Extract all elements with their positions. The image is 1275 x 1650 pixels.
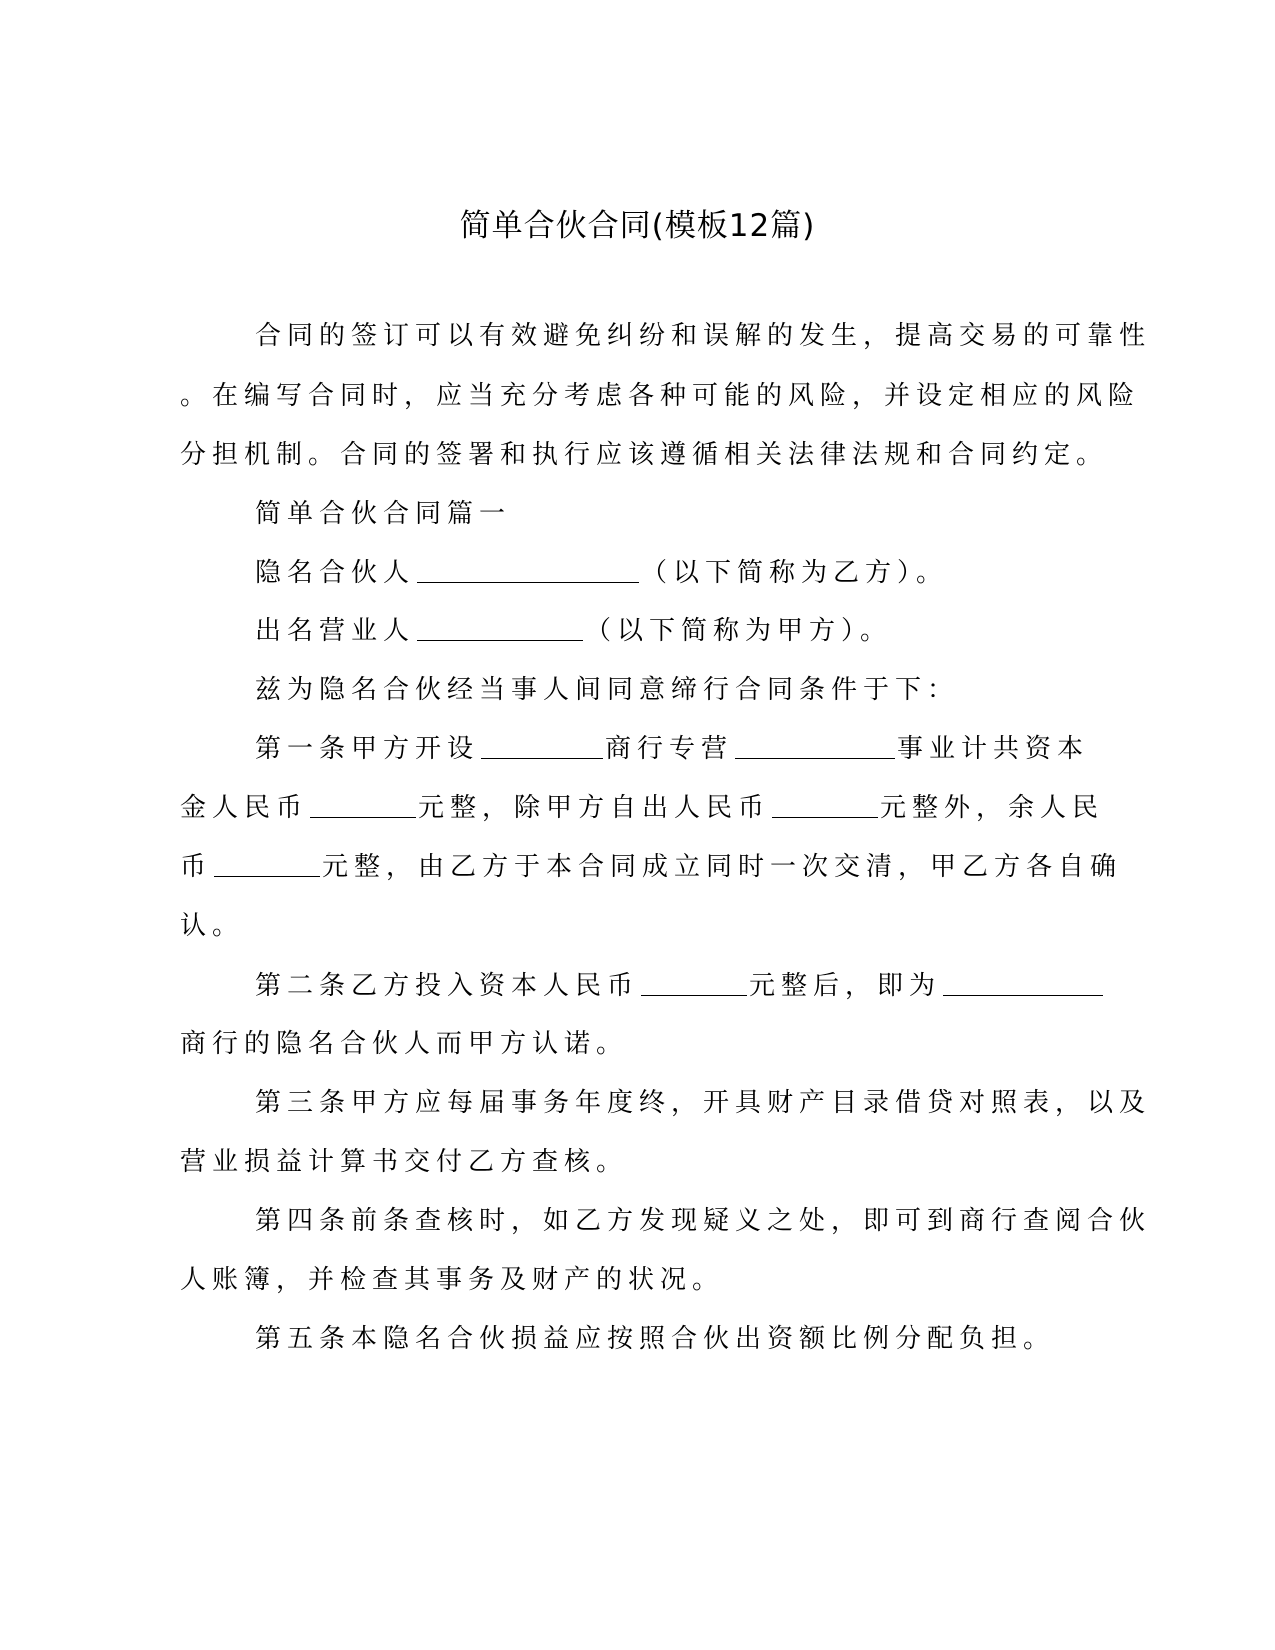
article1-line-4: 认。 — [180, 911, 245, 941]
shop-name-blank-2 — [943, 969, 1103, 996]
remaining-capital-blank — [214, 850, 320, 877]
business-blank — [735, 732, 895, 759]
intro-line-1: 合同的签订可以有效避免纠纷和误解的发生，提高交易的可靠性 — [255, 321, 1152, 351]
document-title: 简单合伙合同(模板12篇) — [459, 208, 816, 244]
article1-line-2 — [180, 788, 1104, 828]
party-b-investment-blank — [641, 969, 747, 996]
article1-line-1 — [255, 729, 1089, 769]
article2-text-a: 第二条乙方投入资本人民币 — [255, 971, 640, 1001]
total-capital-blank — [310, 791, 416, 818]
party-a-blank — [417, 614, 583, 641]
article3-line-2: 营业损益计算书交付乙方查核。 — [180, 1147, 629, 1177]
article1-text-g: 币 — [180, 852, 213, 882]
party-b-suffix: （以下简称为乙方）。 — [641, 558, 949, 588]
party-a-capital-blank — [772, 791, 878, 818]
party-b-label: 隐名合伙人 — [255, 558, 416, 588]
article1-text-a: 第一条甲方开设 — [255, 734, 480, 764]
party-b-blank — [417, 556, 639, 583]
article3-line-1: 第三条甲方应每届事务年度终，开具财产目录借贷对照表，以及 — [255, 1088, 1152, 1118]
article1-text-f: 元整外，余人民 — [880, 793, 1105, 823]
article1-text-h: 元整，由乙方于本合同成立同时一次交清，甲乙方各自确 — [322, 852, 1123, 882]
article1-text-c: 事业计共资本 — [897, 734, 1090, 764]
preamble: 兹为隐名合伙经当事人间同意缔行合同条件于下： — [255, 675, 960, 705]
article1-text-d: 金人民币 — [180, 793, 309, 823]
party-a-line — [255, 611, 892, 651]
article1-text-e: 元整，除甲方自出人民币 — [418, 793, 771, 823]
article4-line-1: 第四条前条查核时，如乙方发现疑义之处，即可到商行查阅合伙 — [255, 1206, 1152, 1236]
article1-line-3 — [180, 847, 1122, 887]
party-b-line — [255, 553, 948, 593]
party-a-suffix: （以下简称为甲方）。 — [585, 616, 893, 646]
article4-line-2: 人账簿，并检查其事务及财产的状况。 — [180, 1265, 725, 1295]
party-a-label: 出名营业人 — [255, 616, 416, 646]
intro-line-3: 分担机制。合同的签署和执行应该遵循相关法律法规和合同约定。 — [180, 440, 1109, 470]
article1-text-b: 商行专营 — [605, 734, 734, 764]
article2-text-b: 元整后，即为 — [749, 971, 942, 1001]
article2-line-1 — [255, 966, 1105, 1006]
article5-line-1: 第五条本隐名合伙损益应按照合伙出资额比例分配负担。 — [255, 1324, 1056, 1354]
shop-name-blank — [481, 732, 603, 759]
intro-line-2: 。在编写合同时，应当充分考虑各种可能的风险，并设定相应的风险 — [180, 381, 1141, 411]
article2-line-2: 商行的隐名合伙人而甲方认诺。 — [180, 1029, 629, 1059]
section-heading: 简单合伙合同篇一 — [255, 499, 512, 529]
